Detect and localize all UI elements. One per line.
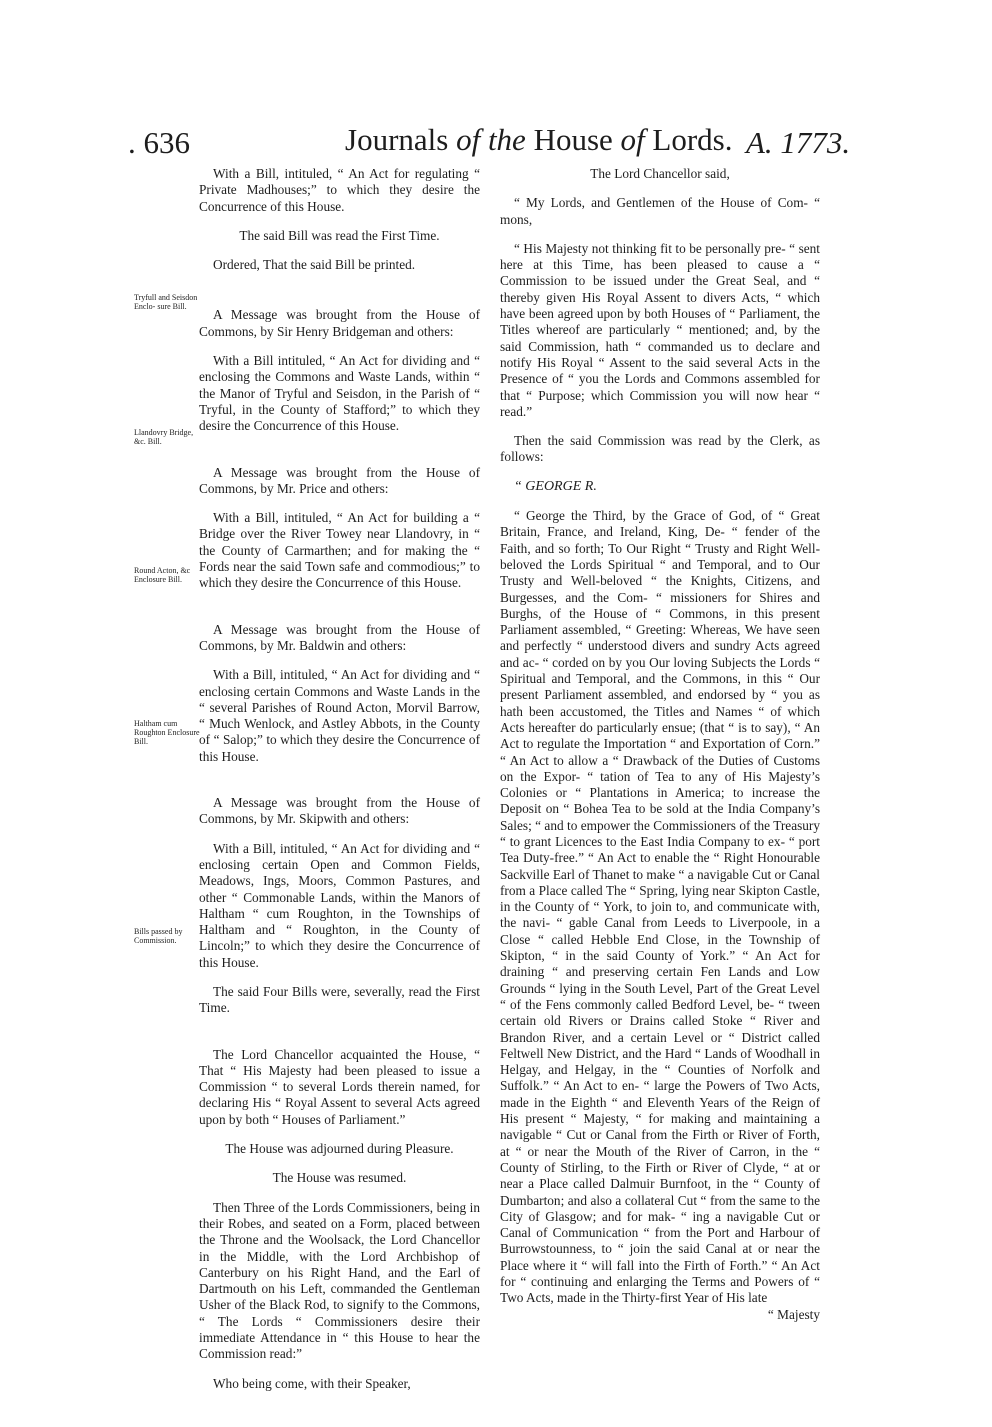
paragraph: “ His Majesty not thinking fit to be personally pre- “ sent here at this Time, has been pleased to cause a “ Commission to be issued under the Great Seal, and “ thereby given His Royal Assent to divers Acts, “ which have been agreed upon by both Houses of “ Parliament, the Titles whereof are particularly “ mentioned; and, by the said Commission, hath “ commanded us to declare and notify His Royal “ Assent to the said several Acts in the Presence of “ you the Lords and Commons assembled for that “ Purpose; which Commission you will now hear “ read.” [500,240,820,419]
paragraph: Then the said Commission was read by the Clerk, as follows: [500,433,820,465]
paragraph: A Message was brought from the House of Commons, by Mr. Price and others: [199,464,480,496]
title-house: House [525,122,621,157]
paragraph: “ My Lords, and Gentlemen of the House of Com- “ mons, [500,195,820,227]
paragraph: With a Bill intituled, “ An Act for dividing and “ enclosing the Commons and Waste Lands, within “ the Manor of Tryful and Seisdon, in the Parish of “ Tryful, in the County of Stafford;” to which they desire the Concurrence of this House. [199,353,480,434]
paragraph: The said Four Bills were, severally, read the First Time. [199,983,480,1016]
title-journals: Journals [345,122,457,157]
margin-note-commission: Bills passed by Commission. [134,927,183,945]
running-title [345,122,733,158]
title-lords: Lords. [644,122,733,157]
paragraph: The House was resumed. [272,1170,407,1186]
margin-note-haltham: Haltham cum Roughton Enclosure Bill. [134,719,200,746]
paragraph: With a Bill, intituled, “ An Act for regulating “ Private Madhouses;” to which they desire the Concurrence of this House. [199,166,480,214]
year-heading: A. 1773. [746,125,851,160]
paragraph: The Lord Chancellor said, [590,166,730,181]
paragraph: Ordered, That the said Bill be printed. [213,257,416,273]
commission-heading: “ GEORGE R. [514,478,597,494]
paragraph: Who being come, with their Speaker, [213,1375,411,1391]
commission-text: “ George the Third, by the Grace of God, of “ Great Britain, France, and Ireland, King, De- “ fender of the Faith, and so forth; To Our Right “ Trusty and Right Well-beloved the Lords Spiritual “ and Temporal, and to Our Trusty and Well-beloved “ the Knights, Citizens, and Burgesses, and the Com- “ missioners for Shires and Burghs, of the House of “ Commons, in this present Parliament assembled, “ Greeting: Whereas, We have seen and perfectly “ understood divers and sundry Acts agreed and ac- “ corded on by you Our loving Subjects the Lords “ Spiritual and Temporal, and the Commons, in this “ Our present Parliament assembled, and endorsed by “ you as hath been accustomed, the Titles and Names “ of which Acts hereafter do particularly ensue; (that “ is to say), “ An Act to regulate the Importation “ and Exportation of Corn.” “ An Act to allow a “ Drawback of the Duties of Customs on the Expor- “ tation of Tea to any of His Majesty’s Colonies or “ Plantations in America; to increase the Deposit on “ Bohea Tea to be sold at the India Company’s Sales; “ and to empower the Commissioners of the Treasury “ to grant Licences to the East India Company to ex- “ port Tea Duty-free.” “ An Act to enable the “ Right Honourable Sackville Earl of Thanet to make “ a navigable Cut or Canal from a Place called The “ Spring, lying near Skipton Castle, in the County of “ York, to join to, and communicate with, the navi- “ gable Canal from Leeds to Liverpoole, in a Close “ called Hebble End Close, in the Township of Skipton, “ in the said County of York.” “ An Act for draining “ and preserving certain Fen Lands and Low Grounds “ lying in the South Level, Part of the Great Level “ of the Fens commonly called Bedford Level, be- “ tween certain old Rivers or Drains called Stoke “ River and Brandon River, and a certain Level or “ District called Feltwell New District, and the Hard “ Lands of Woodhall in Helgay, and Helgay, in the “ Counties of Norfolk and Suffolk.” “ An Act to en- “ large the Powers of Two Acts, made in the Eighth “ and Eleventh Years of the Reign of His present “ Majesty, “ for making and maintaining a navigable “ Cut or Canal from the Firth or River of Forth, at “ or near the Mouth of the River of Carron, in the “ County of Stirling, to the Firth or River of Clyde, “ at or near a Place called Dalmuir Burnfoot, in the “ County of Dumbarton; and also a collateral Cut “ from the same to the City of Glasgow; and for mak- “ ing a navigable Cut or Canal of Communication “ from the Port and Harbour of Burrowstounness, to “ join the said Canal at or near the Place where it “ will fall into the Firth of Forth.” “ An Act for “ continuing and enlarging the Terms and Powers of “ Two Acts, made in the Thirty-first Year of His late [500,508,820,1306]
paragraph: With a Bill, intituled, “ An Act for dividing and “ enclosing certain Open and Common Fields, Meadows, Ings, Moors, Common Pastures, and other “ Commonable Lands, within the Manors of Haltham “ cum Roughton, in the Townships of Haltham and “ Roughton, in the County of Lincoln;” to which they desire the Concurrence of this House. [199,840,480,970]
catchword: “ Majesty [767,1306,820,1322]
title-of: of [620,122,645,157]
right-column [500,166,820,1323]
paragraph: With a Bill, intituled, “ An Act for building a “ Bridge over the River Towey near Llandovry, in “ the County of Carmarthen; and for making the “ Fords near the said Town safe and commodious;” to which they desire the Concurrence of this House. [199,510,480,591]
paragraph: The House was adjourned during Pleasure. [225,1141,454,1157]
margin-note-llandovry: Llandovry Bridge, &c. Bill. [134,428,194,446]
margin-note-round-acton: Round Acton, &c Enclosure Bill. [134,566,191,584]
paragraph: Then Three of the Lords Commissioners, being in their Robes, and seated on a Form, placed between the Throne and the Woolsack, the Lord Chancellor in the Middle, with the Lord Archbishop of Canterbury on his Right Hand, and the Earl of Dartmouth on his Left, commanded the Gentleman Usher of the Black Rod, to signify to the Commons, “ The Lords “ Commissioners desire their immediate Attendance in “ this House to hear the Commission read:” [199,1199,480,1362]
page-number: . 636 [128,125,190,160]
margin-note-tryfull: Tryfull and Seisdon Enclo- sure Bill. [134,293,198,311]
paragraph: A Message was brought from the House of Commons, by Sir Henry Bridgeman and others: [199,307,480,339]
title-of-the: of the [456,122,526,157]
paragraph: With a Bill, intituled, “ An Act for dividing and “ enclosing certain Commons and Waste Lands in the “ several Parishes of Round Acton, Morvil Barrow, “ Much Wenlock, and Astley Abbots, in the County of “ Salop;” to which they desire the Concurrence of this House. [199,667,480,764]
paragraph: The said Bill was read the First Time. [239,227,440,243]
paragraph: A Message was brought from the House of Commons, by Mr. Baldwin and others: [199,621,480,653]
left-column [199,166,480,1405]
paragraph: The Lord Chancellor acquainted the House, “ That “ His Majesty had been pleased to issue a Commission “ to several Lords therein named, for declaring His “ Royal Assent to several Acts agreed upon by both “ Houses of Parliament.” [199,1046,480,1127]
paragraph: A Message was brought from the House of Commons, by Mr. Skipwith and others: [199,795,480,827]
